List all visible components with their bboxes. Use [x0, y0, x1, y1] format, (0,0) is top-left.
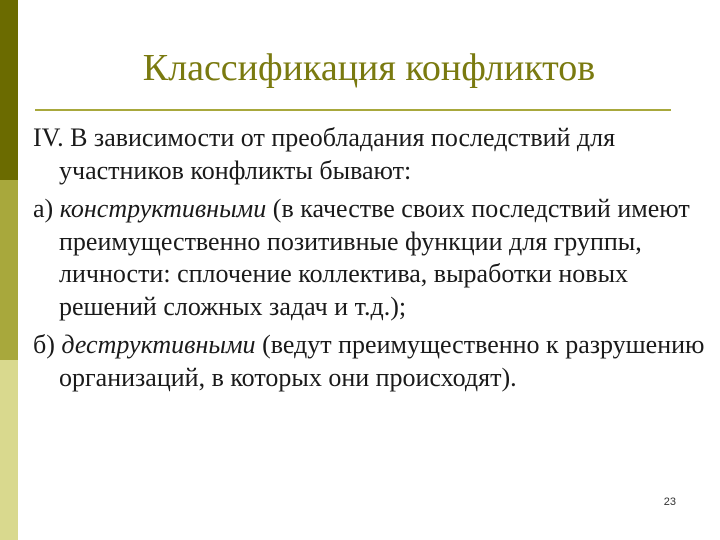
slide-body	[33, 122, 705, 400]
term-destructive: деструктивными	[61, 330, 256, 359]
side-band-middle	[0, 180, 18, 360]
paragraph-intro-text: IV. В зависимости от преобладания последствий для участников конфликты бывают:	[33, 123, 616, 185]
page-number: 23	[663, 496, 676, 508]
destructive-description: (ведут преимущественно к разрушению организаций, в которых они происходят).	[59, 330, 705, 392]
paragraph-destructive	[33, 329, 705, 394]
paragraph-intro	[33, 122, 705, 187]
side-band-bottom	[0, 360, 18, 540]
list-marker-b: б)	[33, 330, 62, 359]
slide-title: Классификация конфликтов	[142, 47, 596, 89]
list-marker-a: а)	[33, 194, 60, 223]
side-band-top	[0, 0, 18, 180]
title-underline	[35, 109, 671, 111]
paragraph-constructive	[33, 193, 705, 323]
term-constructive: конструктивными	[59, 194, 267, 223]
constructive-description: (в качестве своих последствий имеют преимущественно позитивные функции для группы, личности: сплочение коллектива, выработки новых решений сложных задач и т.д.);	[59, 194, 690, 321]
